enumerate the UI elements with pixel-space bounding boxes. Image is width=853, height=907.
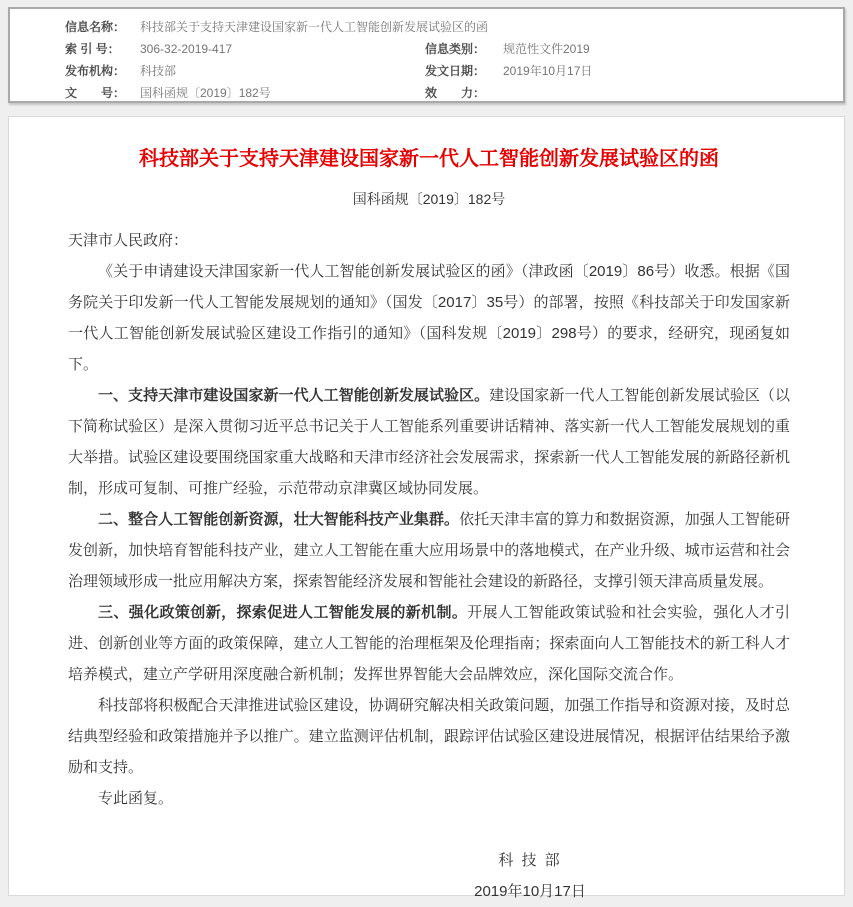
info-row-index [65, 38, 833, 60]
body-paragraph-2 [68, 380, 790, 504]
document-body-panel [8, 116, 845, 900]
document-number: 国科函规〔2019〕182号 [352, 191, 506, 207]
info-name-value: 科技部关于支持天津建设国家新一代人工智能创新发展试验区的函 [140, 20, 489, 34]
body-paragraph-6 [68, 783, 790, 814]
body-paragraph-1 [68, 256, 790, 380]
paragraph-text: 开展人工智能政策试验和社会实验，强化人才引进、创新创业等方面的政策保障，建立人工智能的治理框架及伦理指南；探索面向人工智能技术的新工科人才培养模式，建立产学研用深度融合新机制；发挥世界智能大会品牌效应，深化国际交流合作。 [68, 604, 790, 683]
signature-name: 科 技 部 [498, 852, 562, 869]
page-background [0, 7, 853, 900]
paragraph-lead: 二、整合人工智能创新资源，壮大智能科技产业集群。 [98, 511, 460, 528]
info-row-name [65, 16, 833, 38]
issue-date-value: 2019年10月17日 [503, 64, 593, 78]
paragraph-text: 建设国家新一代人工智能创新发展试验区（以下简称试验区）是深入贯彻习近平总书记关于人工智能系列重要讲话精神、落实新一代人工智能发展规划的重大举措。试验区建设要围绕国家重大战略和天津市经济社会发展需求，探索新一代人工智能发展的新路径新机制，形成可复制、可推广经验，示范带动京津冀区域协同发展。 [68, 387, 790, 497]
info-row-docnumber [65, 82, 833, 104]
info-name-label: 信息名称： [65, 20, 126, 34]
paragraph-lead: 一、支持天津市建设国家新一代人工智能创新发展试验区。 [98, 387, 490, 404]
salutation: 天津市人民政府： [68, 232, 189, 249]
info-category-label: 信息类别： [425, 42, 486, 56]
body-paragraph-3 [68, 504, 790, 597]
publisher-label: 发布机构： [65, 64, 126, 78]
info-row-publisher [65, 60, 833, 82]
info-category-value: 规范性文件2019 [503, 42, 590, 56]
body-paragraph-4 [68, 597, 790, 690]
issue-date-label: 发文日期： [425, 64, 486, 78]
paragraph-text: 《关于申请建设天津国家新一代人工智能创新发展试验区的函》（津政函〔2019〕86号）收悉。根据《国务院关于印发新一代人工智能发展规划的通知》（国发〔2017〕35号）的部署，按照《科技部关于印发国家新一代人工智能创新发展试验区建设工作指引的通知》（国科发规〔2019〕298号）的要求，经研究，现函复如下。 [68, 263, 790, 373]
document-info-panel [8, 7, 845, 103]
index-number-label: 索 引 号： [65, 42, 120, 56]
effect-label: 效 力： [425, 86, 486, 100]
publisher-value: 科技部 [140, 64, 177, 78]
index-number-value: 306-32-2019-417 [140, 42, 233, 56]
body-paragraph-5 [68, 690, 790, 783]
doc-number-value: 国科函规〔2019〕182号 [140, 86, 271, 100]
effect-value [503, 82, 833, 104]
paragraph-text: 专此函复。 [98, 790, 174, 807]
paragraph-text: 依托天津丰富的算力和数据资源，加强人工智能研发创新，加快培育智能科技产业，建立人工智能在重大应用场景中的落地模式，在产业升级、城市运营和社会治理领域形成一批应用解决方案，探索智能经济发展和智能社会建设的新路径，支撑引领天津高质量发展。 [68, 511, 790, 590]
document-title: 科技部关于支持天津建设国家新一代人工智能创新发展试验区的函 [139, 148, 719, 170]
signature-block [445, 845, 615, 907]
signature-date: 2019年10月17日 [474, 883, 586, 900]
paragraph-text: 科技部将积极配合天津推进试验区建设，协调研究解决相关政策问题，加强工作指导和资源对接，及时总结典型经验和政策措施并予以推广。建立监测评估机制，跟踪评估试验区建设进展情况，根据评估结果给予激励和支持。 [68, 697, 790, 776]
paragraph-lead: 三、强化政策创新，探索促进人工智能发展的新机制。 [98, 604, 468, 621]
doc-number-label: 文 号： [65, 86, 126, 100]
